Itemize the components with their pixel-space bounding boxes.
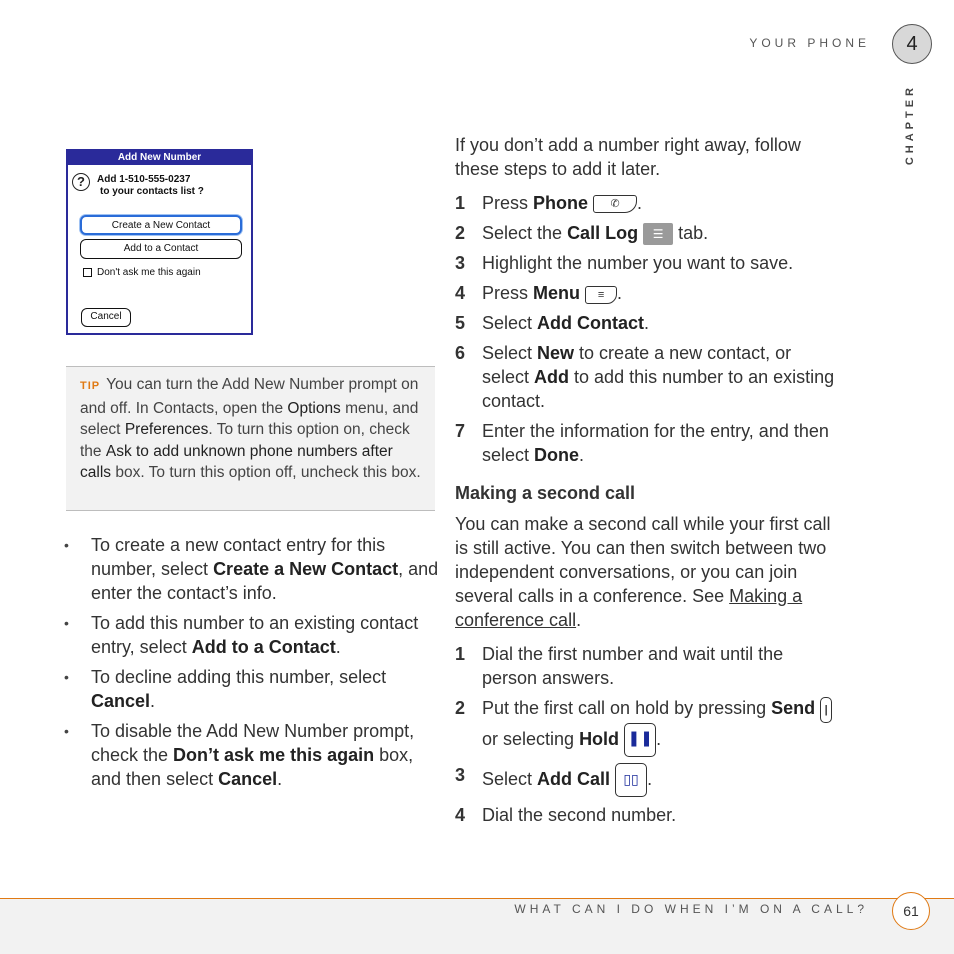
dialog-title: Add New Number <box>68 151 251 165</box>
hold-icon: ❚❚ <box>624 723 656 757</box>
second-call-paragraph: You can make a second call while your first call is still active. You can then switch between two independent conversations, or you can join several calls in a conference. See Making a conference call. <box>455 514 831 631</box>
tip-ask-option: Ask to add unknown phone numbers after calls <box>80 442 393 482</box>
list-item: 3 Highlight the number you want to save. <box>455 253 794 274</box>
call-log-tab-icon: ☰ <box>643 223 673 245</box>
add-later-steps <box>455 191 835 467</box>
send-key-icon: | <box>820 697 832 723</box>
list-item: 1 Press Phone ✆ . <box>455 193 643 213</box>
list-item: 5 Select Add Contact. <box>455 313 650 334</box>
list-item: 7 Enter the information for the entry, and then select Done. <box>455 421 829 466</box>
list-item: 2 Select the Call Log ☰ tab. <box>455 221 835 245</box>
second-call-steps <box>455 642 835 826</box>
add-to-contact-button[interactable]: Add to a Contact <box>80 239 242 259</box>
list-item: 3 Select Add Call ▯▯ . <box>455 763 835 797</box>
list-item: • To add this number to an existing contact entry, select Add to a Contact. <box>64 611 444 659</box>
tip-text: . To turn this option on, check the <box>80 421 410 460</box>
add-new-number-dialog <box>66 149 253 335</box>
question-icon: ? <box>72 173 90 191</box>
chapter-number-badge: 4 <box>892 24 932 64</box>
tip-label: TIP <box>80 380 101 392</box>
tip-text: box. To turn this option off, uncheck this box. <box>111 464 421 482</box>
tip-preferences: Preferences <box>124 421 209 439</box>
tip-text: menu, and select <box>80 399 419 439</box>
menu-key-icon: ≡ <box>585 286 617 304</box>
list-item: 6 Select New to create a new contact, or select Add to add this number to an existing contact. <box>455 343 835 412</box>
tip-box <box>66 366 435 511</box>
dialog-message-line1: Add 1-510-555-0237 <box>97 174 191 185</box>
list-item: • To decline adding this number, select Cancel. <box>64 665 444 713</box>
chapter-label: CHAPTER <box>904 84 916 166</box>
cancel-button[interactable]: Cancel <box>81 308 131 327</box>
list-item: 1 Dial the first number and wait until the person answers. <box>455 644 784 689</box>
dont-ask-checkbox-label: Don't ask me this again <box>97 267 201 278</box>
add-call-icon: ▯▯ <box>615 763 647 797</box>
list-item: 4 Dial the second number. <box>455 804 677 825</box>
running-header: YOUR PHONE <box>749 36 870 50</box>
running-footer: WHAT CAN I DO WHEN I’M ON A CALL? <box>514 902 868 916</box>
option-bullet-list <box>64 533 444 797</box>
tip-text: You can turn the Add New Number prompt on and off. In Contacts, open the <box>80 376 419 417</box>
list-item: • To disable the Add New Number prompt, check the Don’t ask me this again box, and then select Cancel. <box>64 719 444 791</box>
create-new-contact-button[interactable]: Create a New Contact <box>80 215 242 235</box>
conference-call-link[interactable]: Making a conference call <box>455 586 803 631</box>
intro-paragraph: If you don’t add a number right away, follow these steps to add it later. <box>455 135 801 179</box>
page-number: 61 <box>892 892 930 930</box>
dont-ask-checkbox[interactable] <box>83 268 92 277</box>
list-item: 4 Press Menu ≡ . <box>455 283 623 304</box>
tip-options: Options <box>287 399 341 417</box>
right-column <box>455 133 835 833</box>
list-item: • To create a new contact entry for this number, select Create a New Contact, and enter the contact’s info. <box>64 533 444 605</box>
section-heading: Making a second call <box>455 483 636 504</box>
phone-key-icon: ✆ <box>593 195 637 213</box>
dont-ask-checkbox-row[interactable] <box>83 267 201 278</box>
dialog-message-line2: to your contacts list ? <box>100 186 204 197</box>
list-item: 2 Put the first call on hold by pressing Send | or selecting Hold ❚❚ . <box>455 696 835 756</box>
